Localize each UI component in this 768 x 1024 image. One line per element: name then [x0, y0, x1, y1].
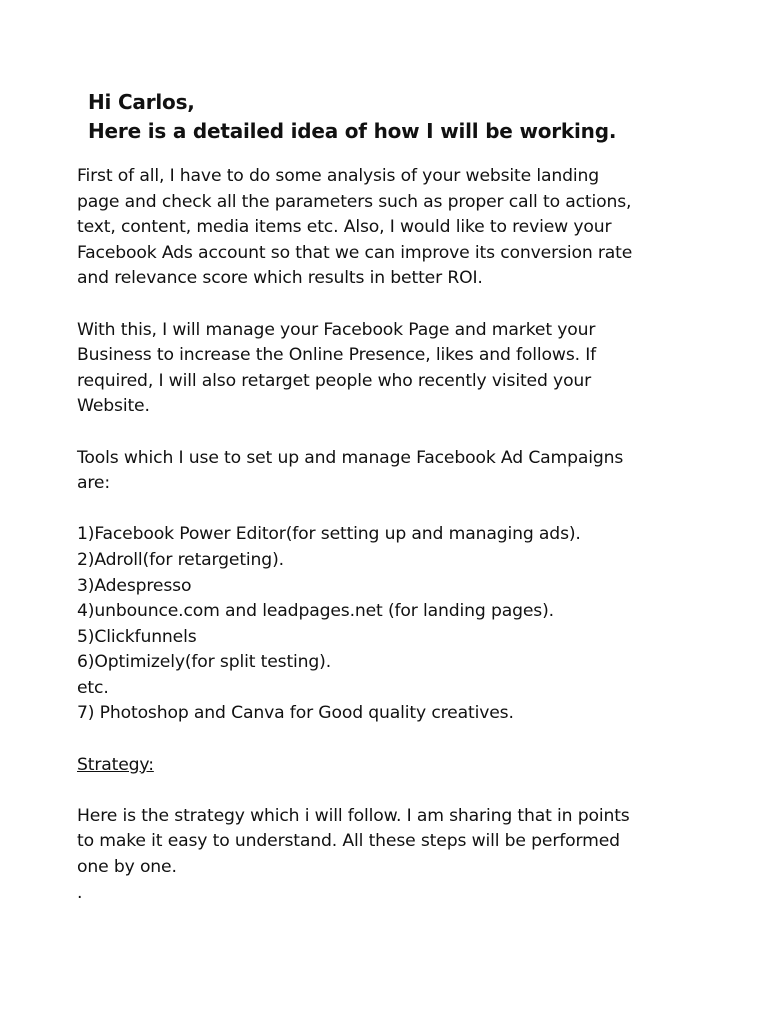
text-line: Website. [77, 396, 150, 417]
list-item: 7) Photoshop and Canva for Good quality creatives. [77, 703, 514, 724]
text-line: First of all, I have to do some analysis of your website landing [77, 166, 600, 186]
text-line: one by one. [77, 857, 177, 878]
letter-heading [88, 88, 748, 146]
list-item: 1)Facebook Power Editor(for setting up and managing ads). [77, 524, 581, 545]
paragraph-gap [77, 420, 717, 446]
intro-line: Here is a detailed idea of how I will be working. [88, 119, 617, 143]
paragraph-gap [77, 292, 717, 318]
strategy-paragraph [77, 804, 717, 906]
list-item: 5)Clickfunnels [77, 626, 197, 647]
text-line: page and check all the parameters such as proper call to actions, [77, 191, 632, 212]
analysis-paragraph [77, 164, 717, 292]
strategy-section [77, 753, 717, 779]
text-line: Tools which I use to set up and manage Facebook Ad Campaigns [77, 447, 624, 468]
text-line: text, content, media items etc. Also, I would like to review your [77, 217, 612, 238]
text-line: Facebook Ads account so that we can improve its conversion rate [77, 242, 633, 263]
list-item: etc. [77, 677, 109, 698]
text-line: are: [77, 473, 110, 494]
paragraph-gap [77, 778, 717, 804]
text-line: With this, I will manage your Facebook Page and market your [77, 319, 596, 340]
text-line: required, I will also retarget people who recently visited your [77, 370, 592, 391]
text-line: to make it easy to understand. All these steps will be performed [77, 831, 620, 852]
tools-intro-paragraph [77, 446, 717, 497]
management-paragraph [77, 318, 717, 420]
paragraph-gap [77, 497, 717, 523]
list-item: 2)Adroll(for retargeting). [77, 549, 284, 570]
list-item: 6)Optimizely(for split testing). [77, 652, 332, 673]
tools-list [77, 522, 717, 727]
strategy-title: Strategy: [77, 754, 154, 775]
list-item: 3)Adespresso [77, 575, 192, 596]
paragraph-gap [77, 727, 717, 753]
greeting: Hi Carlos, [88, 90, 195, 114]
text-line: and relevance score which results in better ROI. [77, 268, 483, 289]
list-item: 4)unbounce.com and leadpages.net (for landing pages). [77, 601, 554, 622]
trailing-dot: . [77, 882, 83, 903]
letter-body [77, 164, 717, 906]
text-line: Here is the strategy which i will follow. I am sharing that in points [77, 805, 630, 826]
text-line: Business to increase the Online Presence, likes and follows. If [77, 345, 597, 366]
